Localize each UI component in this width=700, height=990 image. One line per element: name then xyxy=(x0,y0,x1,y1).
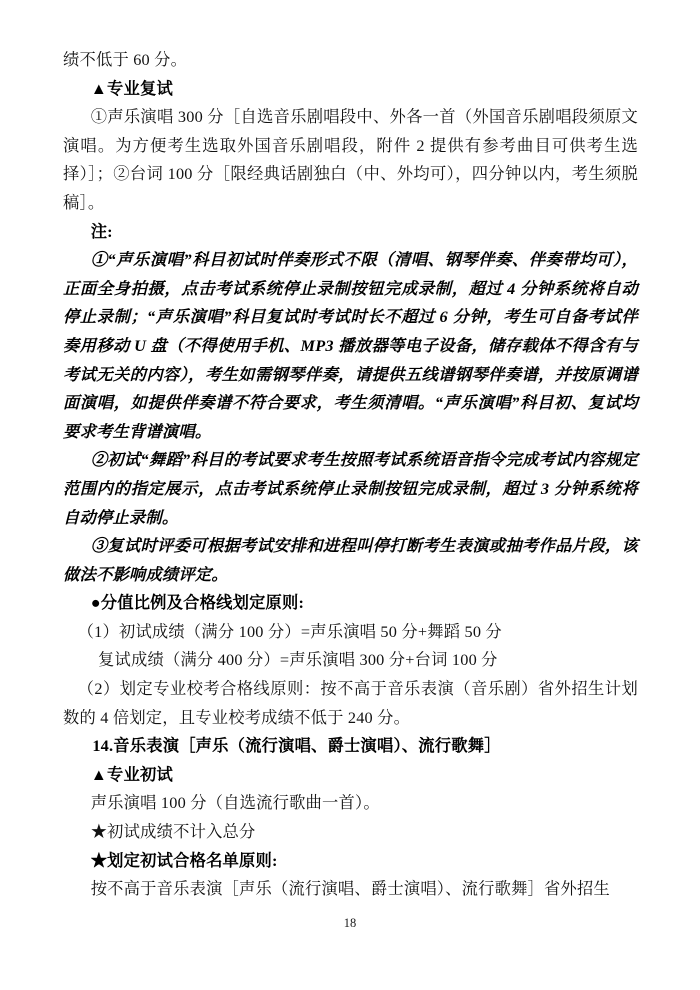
paragraph: 复试成绩（满分 400 分）=声乐演唱 300 分+台词 100 分 xyxy=(98,650,498,670)
paragraph: 按不高于音乐表演［声乐（流行演唱、爵士演唱）、流行歌舞］省外招生 xyxy=(90,879,610,899)
paragraph: ★初试成绩不计入总分 xyxy=(90,822,256,842)
paragraph: 注: xyxy=(90,221,113,241)
document-content xyxy=(63,46,638,904)
paragraph: （2）划定专业校考合格线原则：按不高于音乐表演（音乐剧）省外招生计划数的 4 倍划定，且专业校考成绩不低于 240 分。 xyxy=(63,679,638,727)
paragraph: ①声乐演唱 300 分［自选音乐剧唱段中、外各一首（外国音乐剧唱段须原文演唱。为方便考生选取外国音乐剧唱段，附件 2 提供有参考曲目可供考生选择）］；②台词 100 分［限经典话剧独白（中、外均可），四分钟以内，考生须脱稿］。 xyxy=(63,107,638,212)
page-number: 18 xyxy=(343,916,357,930)
paragraph: ②初试“舞蹈”科目的考试要求考生按照考试系统语音指令完成考试内容规定范围内的指定展示，点击考试系统停止录制按钮完成录制，超过 3 分钟系统将自动停止录制。 xyxy=(63,450,638,527)
paragraph: ③复试时评委可根据考试安排和进程叫停打断考生表演或抽考作品片段，该做法不影响成绩评定。 xyxy=(63,536,638,584)
paragraph: ★划定初试合格名单原则: xyxy=(90,850,278,870)
paragraph: （1）初试成绩（满分 100 分）=声乐演唱 50 分+舞蹈 50 分 xyxy=(77,621,502,641)
paragraph: 声乐演唱 100 分（自选流行歌曲一首）。 xyxy=(90,793,380,813)
paragraph: ▲专业复试 xyxy=(90,78,173,98)
paragraph: ①“声乐演唱”科目初试时伴奏形式不限（清唱、钢琴伴奏、伴奏带均可），正面全身拍摄，点击考试系统停止录制按钮完成录制，超过 4 分钟系统将自动停止录制；“声乐演唱”科目复试时考试时长不超过 6 分钟，考生可自备考试伴奏用移动 U 盘（不得使用手机、MP3 播放器等电子设备，储存载体不得含有与考试无关的内容），考生如需钢琴伴奏，请提供五线谱钢琴伴奏谱，并按原调谱面演唱，如提供伴奏谱不符合要求，考生须清唱。“声乐演唱”科目初、复试均要求考生背谱演唱。 xyxy=(63,250,638,441)
paragraph: ▲专业初试 xyxy=(90,764,173,784)
paragraph: 14.音乐表演［声乐（流行演唱、爵士演唱）、流行歌舞］ xyxy=(92,736,501,756)
paragraph: ●分值比例及合格线划定原则: xyxy=(90,593,305,613)
paragraph: 绩不低于 60 分。 xyxy=(63,50,188,69)
